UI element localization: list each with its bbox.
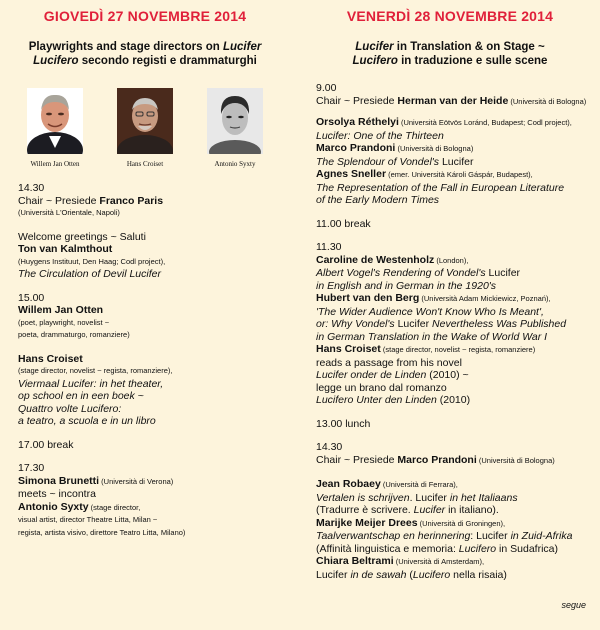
speaker-photos: [0, 88, 290, 168]
session-subtitle-thursday: Playwrights and stage directors on Lucifer Lucifero secondo registi e drammaturghi: [28, 41, 262, 67]
day-heading-friday: VENERDÌ 28 NOVEMBRE 2014: [346, 8, 554, 24]
speaker-photo-croiset: [110, 88, 180, 168]
portrait-croiset-image: [117, 88, 173, 154]
portrait-syxty-image: [207, 88, 263, 154]
session-block: Orsolya Réthelyi (Università Eötvös Loránd, Budapest; Codl project), Lucifer: One of the Thirteen Marco Prandoni (Università di Bologna) The Splendour of Vondel's Lucifer Agnes Sneller (emer. Università Károli Gáspár, Budapest), The Representation of the Fall in European Literature of the Early Modern Times: [316, 116, 572, 206]
speaker-photo-syxty: [200, 88, 270, 168]
session-block: 14.30 Chair ~ Presiede Franco Paris (Università L'Orientale, Napoli): [18, 182, 164, 217]
session-block: Hans Croiset (stage director, novelist ~ regista, romanziere), Viermaal Lucifer: in het theater, op school en in een boek ~ Quattro volte Lucifero: a teatro, a scuola e in un libro: [18, 352, 173, 427]
speaker-photo-otten: [20, 88, 90, 168]
photo-caption: Willem Jan Otten: [30, 160, 80, 168]
session-block: Welcome greetings ~ Saluti Ton van Kalmthout (Huygens Instituut, Den Haag; Codl project), The Circulation of Devil Lucifer: [18, 230, 166, 280]
program-friday: [316, 82, 600, 581]
day-heading-thursday: GIOVEDÌ 27 NOVEMBRE 2014: [43, 8, 247, 24]
photo-caption: Hans Croiset: [126, 160, 164, 168]
session-subtitle-friday: Lucifer in Translation & on Stage ~ Lucifero in traduzione e sulle scene: [352, 41, 548, 67]
portrait-otten-image: [27, 88, 83, 154]
session-block: 9.00 Chair ~ Presiede Herman van der Heide (Università di Bologna): [316, 82, 587, 107]
program-thursday: [18, 182, 290, 539]
session-block: 11.30 Caroline de Westenholz (London), Albert Vogel's Rendering of Vondel's Lucifer in English and in German in the 1920's Hubert van den Berg (Università Adam Mickiewicz, Poznań), 'The Wider Audience Won't Know Who Is Meant', or: Why Vondel's Lucifer Nevertheless Was Published in German Translation in the Wake of World War I Hans Croiset (stage director, novelist ~ regista, romanziere) reads a passage from his novel Lucifer onder de Linden (2010) ~ legge un brano dal romanzo Lucifero Unter den Linden (2010): [316, 241, 567, 406]
session-block: 17.30 Simona Brunetti (Università di Verona) meets ~ incontra Antonio Syxty (stage director, visual artist, director Theatre Litta, Milan ~ regista, artista visivo, direttore Teatro Litta, Milano): [18, 462, 186, 537]
day-column-friday: [300, 0, 600, 592]
session-block: 11.00 break: [316, 217, 371, 230]
session-block: 14.30 Chair ~ Presiede Marco Prandoni (Università di Bologna): [316, 441, 555, 466]
photo-caption: Antonio Syxty: [214, 160, 256, 168]
session-block: Jean Robaey (Università di Ferrara), Vertalen is schrijven. Lucifer in het Italiaans (Tradurre è scrivere. Lucifer in italiano). Marijke Meijer Drees (Università di Groningen), Taalverwantschap en herinnering: Lucifer in Zuid-Afrika (Affinità linguistica e memoria: Lucifero in Sudafrica) Chiara Beltrami (Università di Amsterdam), Lucifer in de sawah (Lucifero nella risaia): [316, 478, 573, 581]
session-block: 15.00 Willem Jan Otten (poet, playwright, novelist ~ poeta, drammaturgo, romanziere): [18, 291, 130, 339]
continued-label: segue: [561, 600, 586, 610]
session-block: 13.00 lunch: [316, 417, 371, 430]
session-block: 17.00 break: [18, 438, 74, 451]
day-column-thursday: [0, 0, 290, 550]
